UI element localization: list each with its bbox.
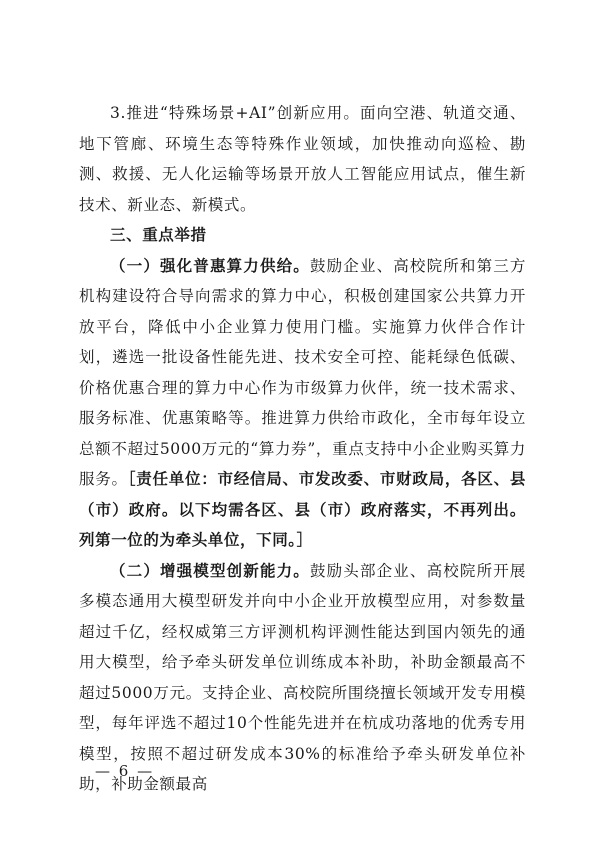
- item-lead: （二）增强模型创新能力。: [110, 560, 310, 580]
- item-compute-supply: [79, 251, 526, 556]
- item-body: 鼓励企业、高校院所和第三方机构建设符合导向需求的算力中心，积极创建国家公共算力开放平台，降低中小企业算力使用门槛。实施算力伙伴合作计划，遴选一批设备性能先进、技术安全可控、能耗绿色低碳、价格优惠合理的算力中心作为市级算力伙伴，统一技术需求、服务标准、优惠策略等。推进算力供给市政化，全市每年设立总额不超过5000万元的“算力券”，重点支持中小企业购买算力服务。: [79, 256, 526, 488]
- page-number: — 6 —: [95, 762, 155, 780]
- document-body: [79, 98, 526, 800]
- item-lead: （一）强化普惠算力供给。: [110, 255, 310, 275]
- paragraph-text: 3.推进“特殊场景+AI”创新应用。面向空港、轨道交通、地下管廊、环境生态等特殊作业领域，加快推动向巡检、勘测、救援、无人化运输等场景开放人工智能应用试点，催生新技术、新业态、新模式。: [79, 104, 526, 214]
- responsibility-note: ［责任单位：市经信局、市发改委、市财政局，各区、县（市）政府。以下均需各区、县（市）政府落实，不再列出。列第一位的为牵头单位，下同。］: [79, 470, 526, 549]
- item-body: 鼓励头部企业、高校院所开展多模态通用大模型研发并向中小企业开放模型应用，对参数量超过千亿，经权威第三方评测机构评测性能达到国内领先的通用大模型，给予牵头研发单位训练成本补助，补助金额最高不超过5000万元。支持企业、高校院所围绕擅长领域开发专用模型，每年评选不超过10个性能先进并在杭成功落地的优秀专用模型，按照不超过研发成本30%的标准给予牵头研发单位补助，补助金额最高: [79, 561, 526, 793]
- paragraph-3-special-scenarios: [79, 98, 526, 220]
- section-heading: 三、重点举措: [110, 226, 207, 244]
